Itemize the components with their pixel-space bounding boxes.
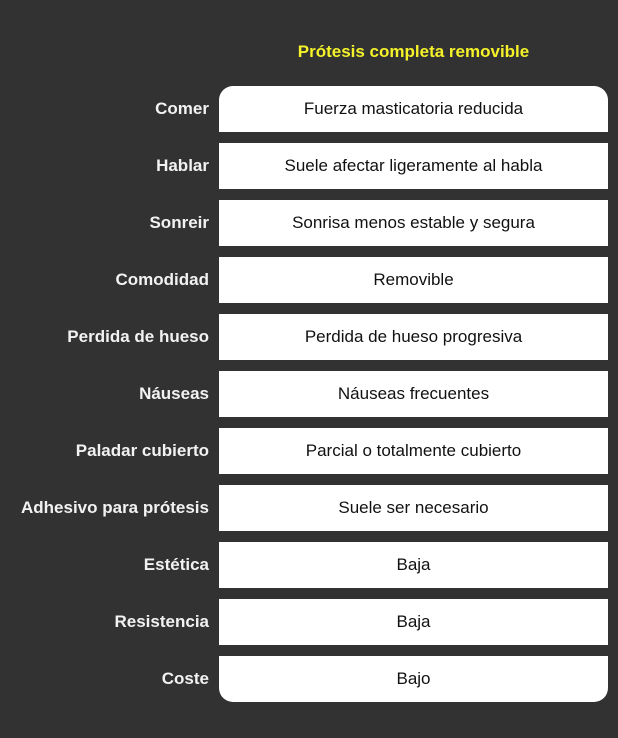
row-label: Comer [155, 99, 209, 118]
table-row [0, 86, 618, 132]
table-row [0, 656, 618, 702]
row-label: Náuseas [139, 384, 209, 403]
row-value: Bajo [219, 656, 608, 702]
row-label: Perdida de hueso [67, 327, 209, 346]
table-row [0, 257, 618, 303]
row-value: Sonrisa menos estable y segura [219, 200, 608, 246]
table-row [0, 599, 618, 645]
row-value: Baja [219, 542, 608, 588]
table-row [0, 428, 618, 474]
comparison-table [0, 86, 618, 713]
row-label: Estética [143, 555, 209, 574]
row-value: Náuseas frecuentes [219, 371, 608, 417]
row-label: Adhesivo para prótesis [20, 498, 209, 517]
table-row [0, 314, 618, 360]
row-label: Hablar [156, 156, 209, 175]
row-value: Suele afectar ligeramente al habla [219, 143, 608, 189]
row-value: Fuerza masticatoria reducida [219, 86, 608, 132]
table-row [0, 542, 618, 588]
row-value: Removible [219, 257, 608, 303]
row-value: Perdida de hueso progresiva [219, 314, 608, 360]
row-label: Resistencia [114, 612, 209, 631]
column-header: Prótesis completa removible [297, 42, 530, 61]
row-value: Baja [219, 599, 608, 645]
row-value: Suele ser necesario [219, 485, 608, 531]
row-value: Parcial o totalmente cubierto [219, 428, 608, 474]
row-label: Paladar cubierto [75, 441, 209, 460]
row-label: Comodidad [115, 270, 209, 289]
row-label: Sonreir [149, 213, 209, 232]
table-row [0, 371, 618, 417]
table-row [0, 485, 618, 531]
table-row [0, 143, 618, 189]
row-label: Coste [161, 669, 209, 688]
table-row [0, 200, 618, 246]
